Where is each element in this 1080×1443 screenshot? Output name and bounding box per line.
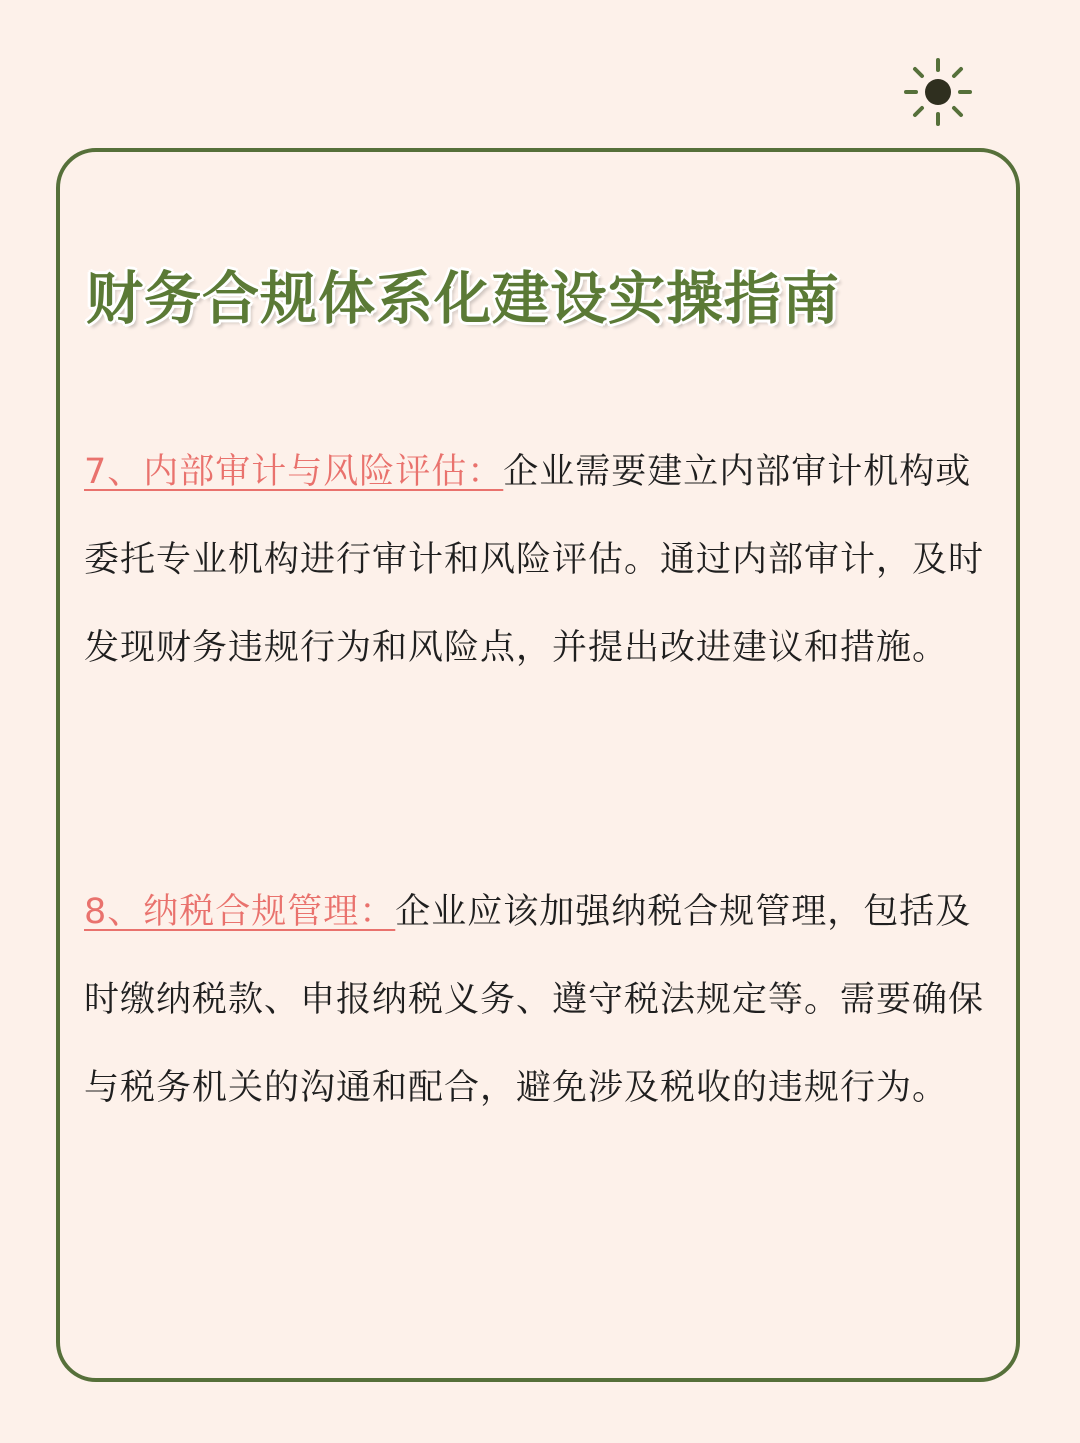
section-body: 企业需要建立内部审计机构或委托专业机构进行审计和风险评估。通过内部审计，及时发现财务违规行为和风险点，并提出改进建议和措施。	[84, 452, 985, 668]
section-internal-audit	[84, 428, 994, 692]
section-body: 企业应该加强纳税合规管理，包括及时缴纳税款、申报纳税义务、遵守税法规定等。需要确保与税务机关的沟通和配合，避免涉及税收的违规行为。	[84, 892, 985, 1108]
section-heading: 8、纳税合规管理：	[84, 892, 396, 932]
section-heading: 7、内部审计与风险评估：	[84, 452, 504, 492]
section-tax-compliance	[84, 868, 994, 1132]
page-title: 财务合规体系化建设实操指南	[86, 266, 840, 332]
sun-icon	[902, 56, 974, 128]
